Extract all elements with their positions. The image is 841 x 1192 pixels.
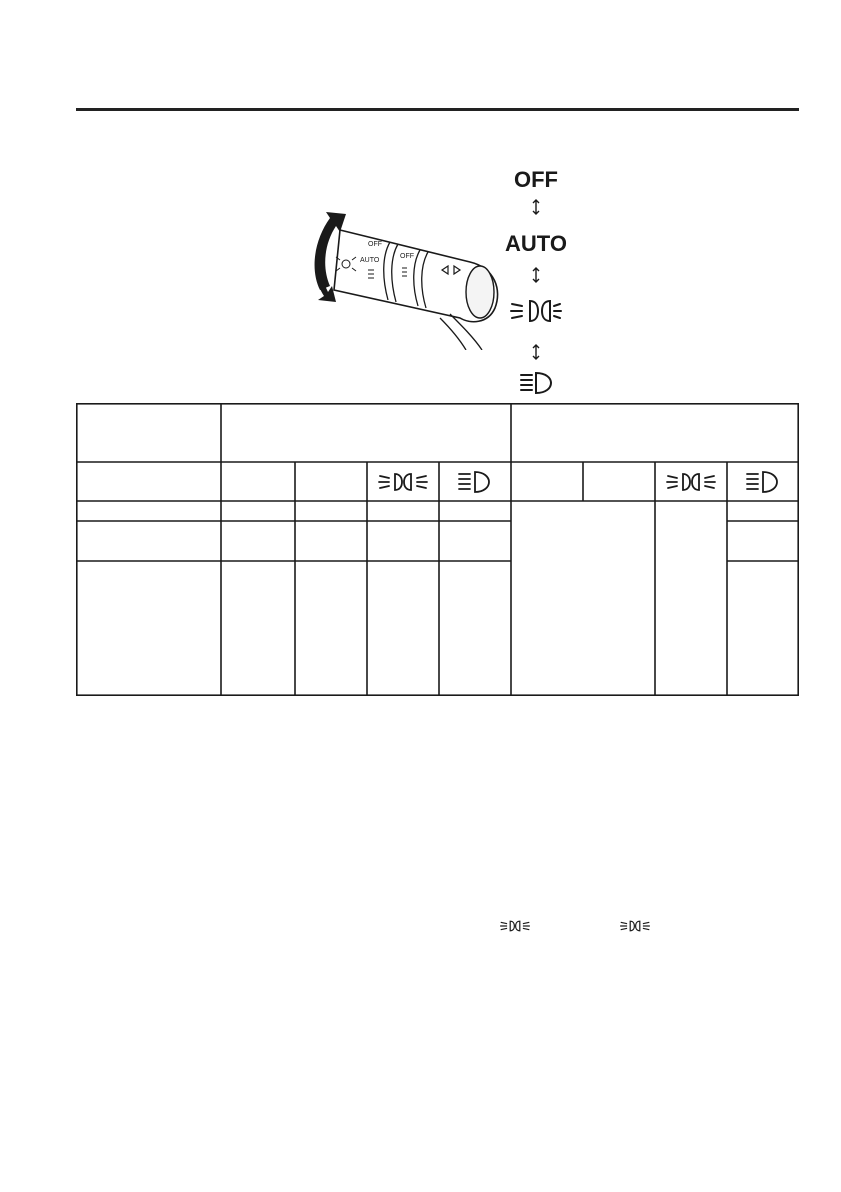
svg-text:AUTO: AUTO	[360, 257, 380, 264]
headlight-icon	[747, 472, 777, 492]
light-operation-table	[76, 403, 799, 696]
headlight-icon	[518, 370, 554, 396]
updown-arrow-icon	[500, 266, 572, 284]
parking-lights-icon	[379, 474, 427, 490]
updown-arrow-icon	[500, 343, 572, 361]
header-rule	[76, 108, 799, 111]
off-position-label: OFF	[514, 167, 558, 192]
headlight-switch-lever-illustration	[290, 200, 510, 350]
parking-lights-icon	[508, 296, 564, 326]
updown-arrow-icon	[500, 198, 572, 216]
auto-position-label: AUTO	[505, 231, 567, 256]
headlight-icon	[459, 472, 489, 492]
svg-text:OFF: OFF	[368, 241, 382, 248]
parking-lights-icon	[500, 918, 530, 934]
parking-lights-icon	[667, 474, 715, 490]
parking-lights-icon	[620, 918, 650, 934]
svg-text:OFF: OFF	[400, 253, 414, 260]
